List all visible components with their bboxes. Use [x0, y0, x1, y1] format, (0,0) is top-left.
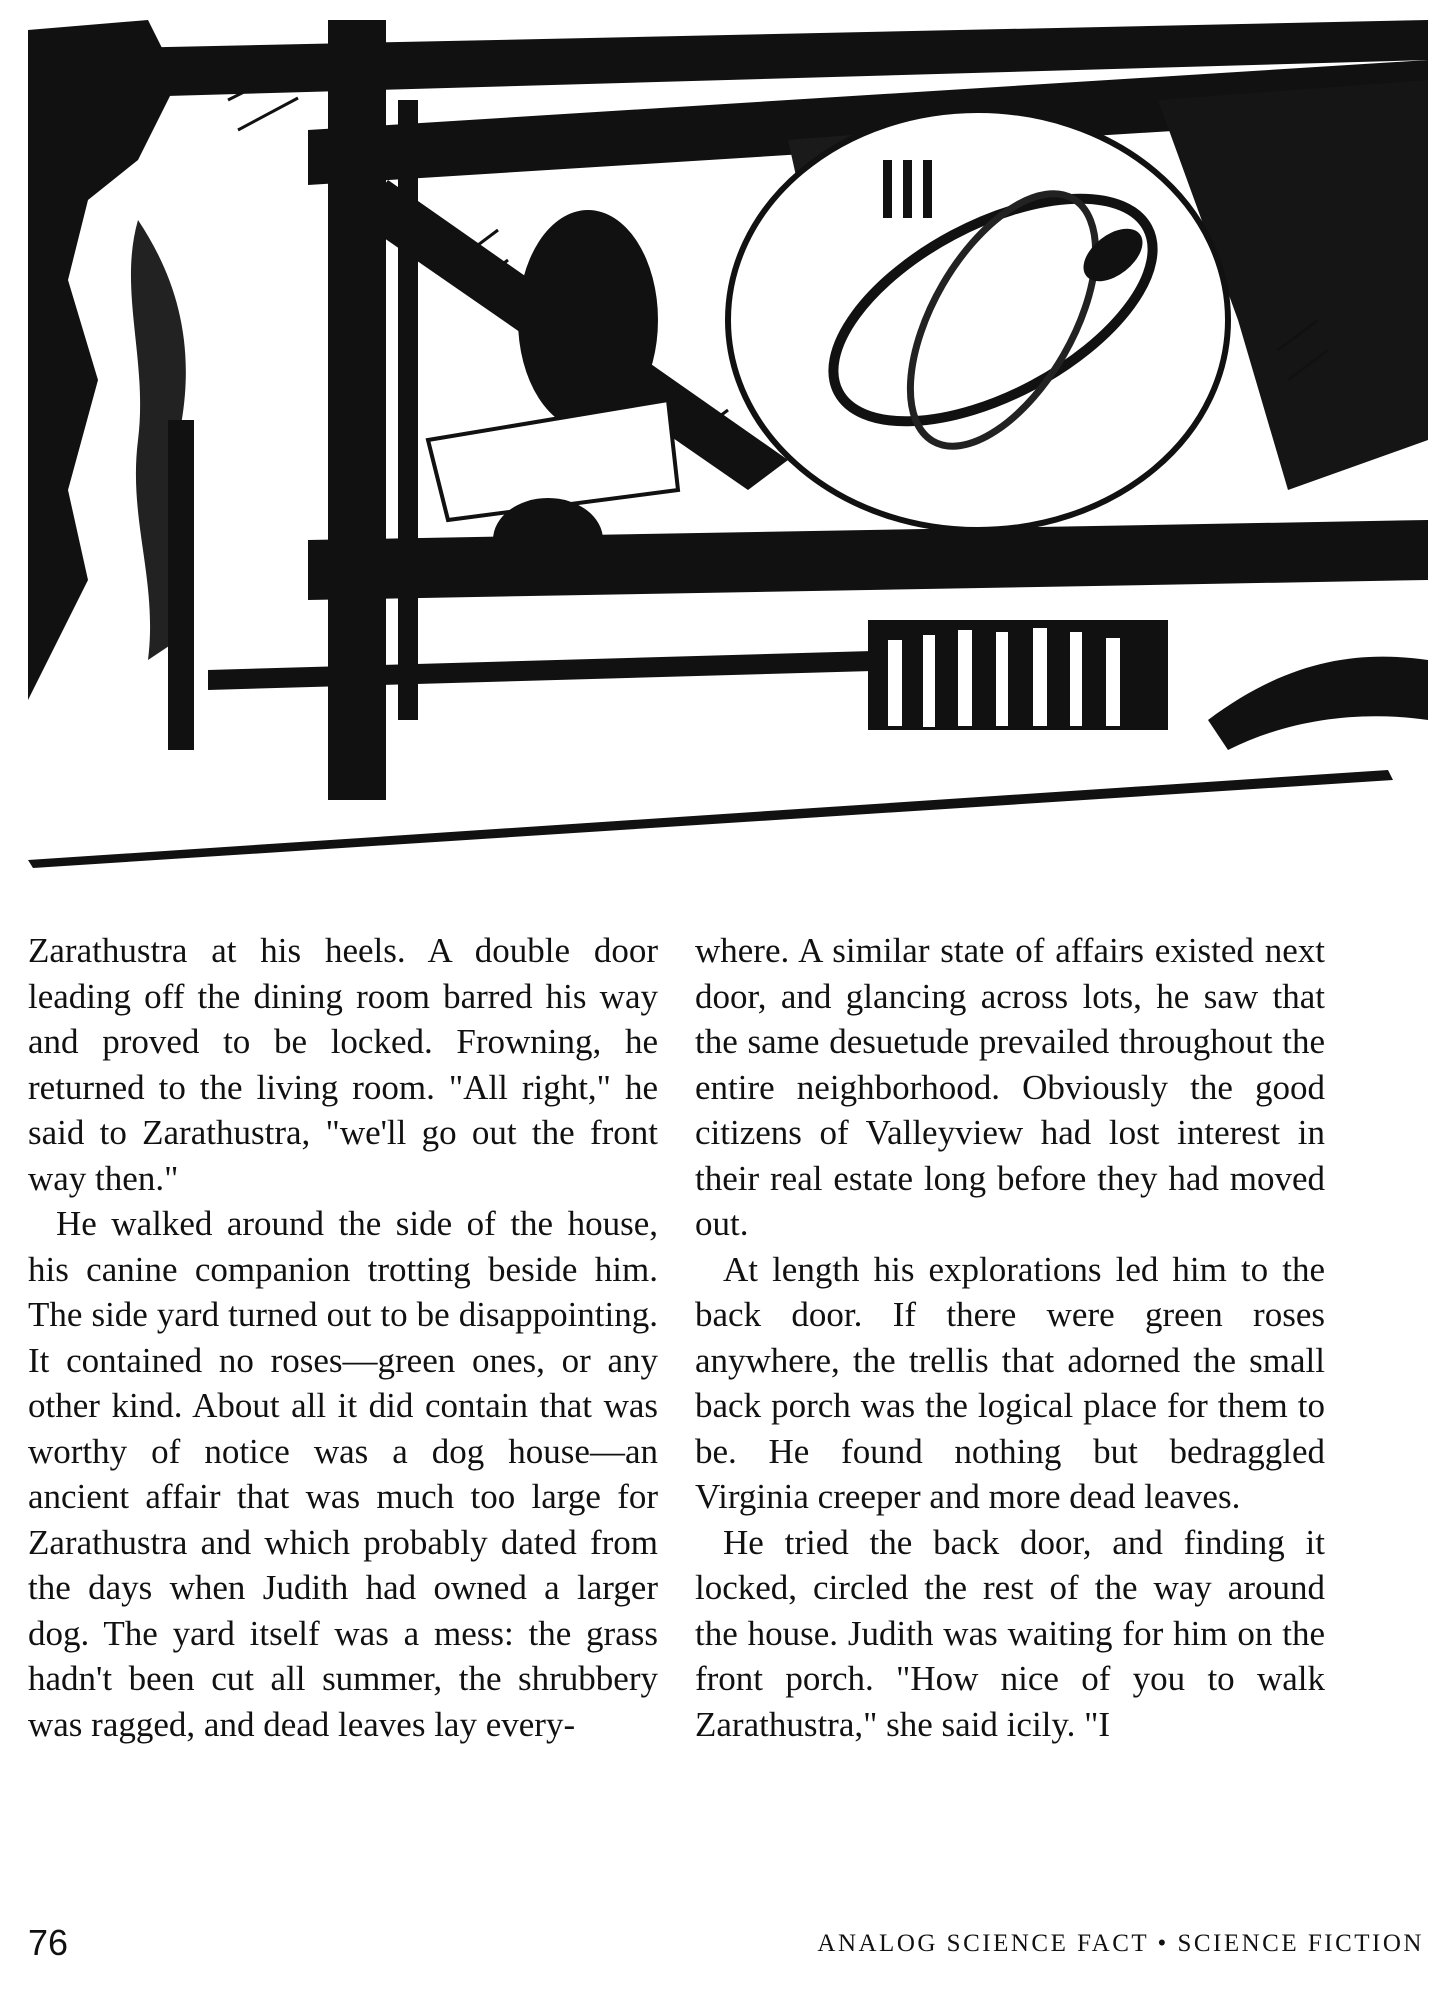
text-column-left [28, 928, 658, 1747]
paragraph: Zarathustra at his heels. A double door leading off the dining room barred his way and proved to be locked. Frowning, he returned to the living room. "All right," he said to Zarathustra, "we'll go out the front way then." [28, 931, 658, 1198]
page-footer [28, 1918, 1424, 1968]
story-illustration [28, 20, 1428, 868]
paragraph: At length his explorations led him to the back door. If there were green roses anywhere, the trellis that adorned the small back porch was the logical place for them to be. He found nothing but bedraggled Virginia creeper and more dead leaves. [695, 1249, 1325, 1516]
running-title: ANALOG SCIENCE FACT • SCIENCE FICTION [817, 1930, 1424, 1957]
text-column-right [695, 928, 1325, 1747]
paragraph: He tried the back door, and finding it locked, circled the rest of the way around the house. Judith was waiting for him on the front porch. "How nice of you to walk Zarathustra," she said icily. "I [695, 1522, 1325, 1744]
illustration-artwork [28, 20, 1428, 868]
page-number: 76 [28, 1922, 69, 1963]
paragraph: where. A similar state of affairs existed next door, and glancing across lots, he saw that the same desuetude prevailed throughout the entire neighborhood. Obviously the good citizens of Valleyview had lost interest in their real estate long before they had moved out. [695, 931, 1325, 1243]
paragraph: He walked around the side of the house, his canine companion trotting beside him. The side yard turned out to be disappointing. It contained no roses—green ones, or any other kind. About all it did contain that was worthy of notice was a dog house—an ancient affair that was much too large for Zarathustra and which probably dated from the days when Judith had owned a larger dog. The yard itself was a mess: the grass hadn't been cut all summer, the shrubbery was ragged, and dead leaves lay every- [28, 1204, 658, 1744]
